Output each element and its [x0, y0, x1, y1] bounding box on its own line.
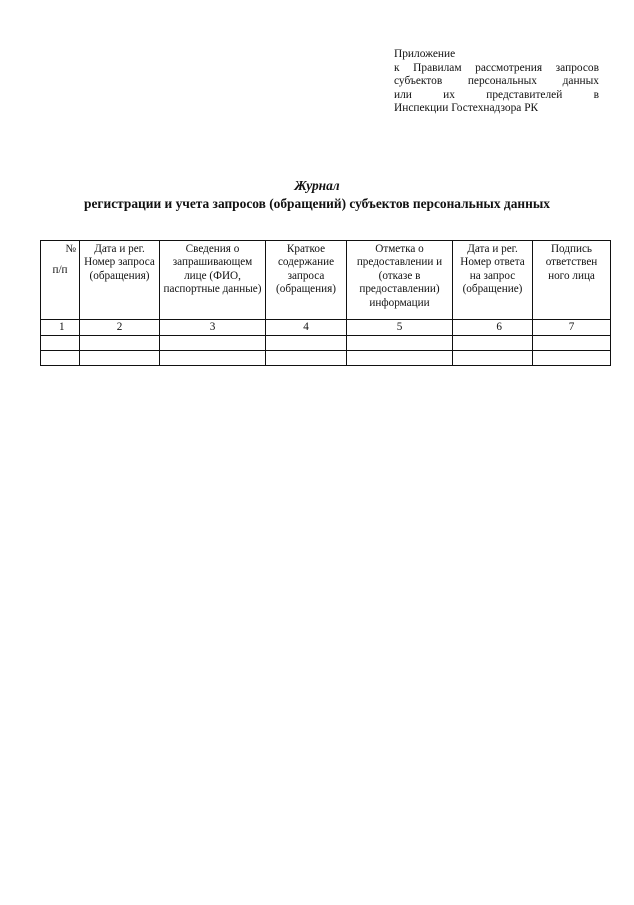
header-provision-mark: Отметка о предоставлении и (отказе в предоставлении) информации [347, 241, 453, 320]
table-cell[interactable] [160, 336, 266, 351]
column-number-6: 6 [453, 320, 533, 336]
title-journal: Журнал [294, 178, 340, 193]
table-cell[interactable] [80, 336, 160, 351]
column-number-4: 4 [266, 320, 347, 336]
header-date-reg: Дата и рег. Номер запроса (обращения) [80, 241, 160, 320]
appendix-line-3: субъектов персональных данных [394, 75, 599, 88]
appendix-line-2: к Правилам рассмотрения запросов [394, 61, 599, 74]
column-number-7: 7 [533, 320, 611, 336]
table-cell[interactable] [80, 351, 160, 366]
column-number-1: 1 [41, 320, 80, 336]
table-header-row [41, 241, 611, 320]
column-number-3: 3 [160, 320, 266, 336]
column-number-2: 2 [80, 320, 160, 336]
header-number-top: № [65, 243, 76, 255]
table-cell[interactable] [41, 351, 80, 366]
table-cell[interactable] [160, 351, 266, 366]
appendix-block [394, 48, 599, 116]
table-cell[interactable] [266, 351, 347, 366]
header-requester-info: Сведения о запрашивающем лице (ФИО, паспортные данные) [160, 241, 266, 320]
table-row [41, 351, 611, 366]
appendix-line-5: Инспекции Гостехнадзора РК [394, 102, 539, 115]
document-title [0, 177, 634, 213]
header-response-date: Дата и рег. Номер ответа на запрос (обращение) [453, 241, 533, 320]
table-cell[interactable] [533, 336, 611, 351]
column-number-5: 5 [347, 320, 453, 336]
table-cell[interactable] [266, 336, 347, 351]
header-number [41, 241, 80, 320]
header-summary: Краткое содержание запроса (обращения) [266, 241, 347, 320]
table-cell[interactable] [347, 351, 453, 366]
appendix-line-1: Приложение [394, 48, 456, 60]
header-signature: Подпись ответствен ного лица [533, 241, 611, 320]
table-cell[interactable] [453, 336, 533, 351]
header-number-bottom: п/п [52, 264, 68, 277]
table-row [41, 336, 611, 351]
appendix-line-4: или их представителей в [394, 88, 599, 101]
title-subtitle: регистрации и учета запросов (обращений) субъектов персональных данных [84, 196, 550, 211]
table-cell[interactable] [41, 336, 80, 351]
table-cell[interactable] [533, 351, 611, 366]
table-cell[interactable] [453, 351, 533, 366]
table-cell[interactable] [347, 336, 453, 351]
journal-table [40, 240, 611, 366]
table-number-row [41, 320, 611, 336]
